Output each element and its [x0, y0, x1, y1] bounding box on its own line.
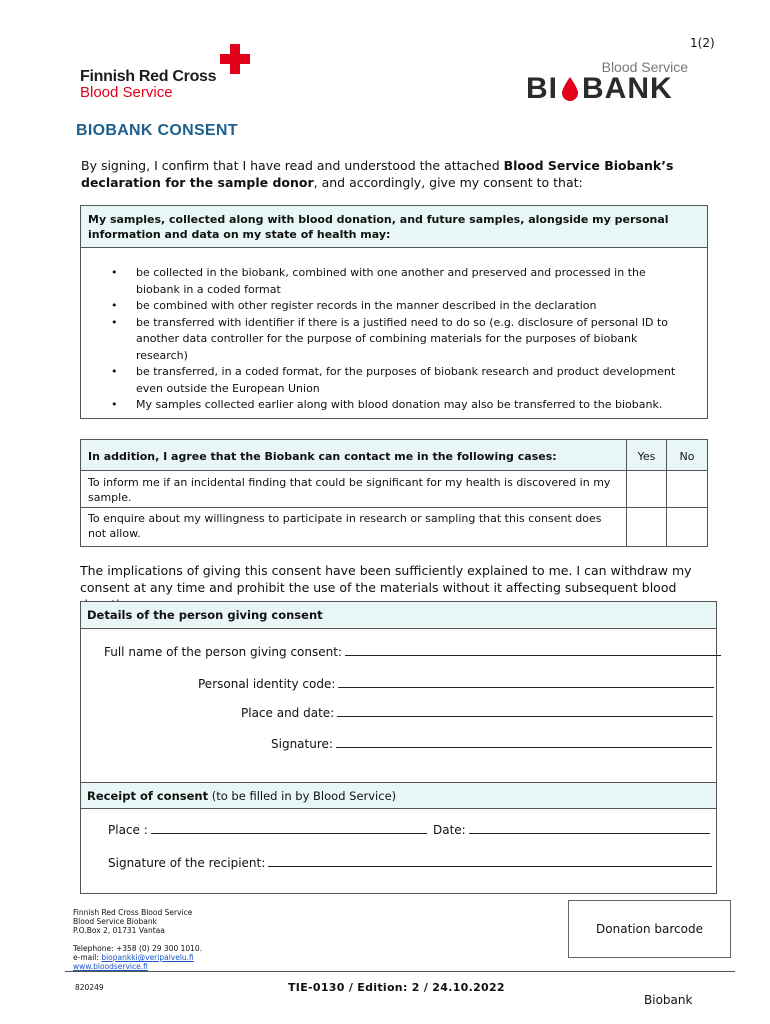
- contact-table-heading: In addition, I agree that the Biobank can contact me in the following cases:: [81, 440, 627, 471]
- full-name-field: [104, 645, 721, 659]
- contact-consent-table: [80, 439, 708, 547]
- research-enquiry-yes-checkbox[interactable]: [627, 508, 667, 546]
- form-edition: TIE-0130 / Edition: 2 / 24.10.2022: [288, 981, 505, 994]
- contact-research-enquiry-text: To enquire about my willingness to participate in research or sampling that this consent does not allow.: [81, 508, 627, 546]
- red-cross-icon: [220, 44, 250, 74]
- receipt-place-field: [108, 823, 427, 837]
- finnish-red-cross-logo: [80, 44, 250, 100]
- incidental-finding-no-checkbox[interactable]: [667, 471, 707, 508]
- footer-email-link[interactable]: biopankki@veripalvelu.fi: [101, 953, 194, 962]
- frc-logo-line2: Blood Service: [80, 84, 173, 101]
- receipt-place-input[interactable]: [151, 824, 427, 834]
- footer-divider: [65, 971, 735, 972]
- footer-telephone: Telephone: +358 (0) 29 300 1010.: [73, 944, 203, 953]
- list-item: • be collected in the biobank, combined with one another and preserved and processed in the biobank in a coded format: [111, 265, 691, 298]
- place-date-input[interactable]: [337, 707, 713, 717]
- receipt-heading-note: (to be filled in by Blood Service): [208, 789, 397, 803]
- contact-incidental-finding-text: To inform me if an incidental finding that could be significant for my health is discovered in my sample.: [81, 471, 627, 508]
- footer-contact: [73, 944, 202, 971]
- personal-id-input[interactable]: [338, 678, 714, 688]
- footer-address: [73, 908, 192, 935]
- footer-org: Finnish Red Cross Blood Service: [73, 908, 193, 917]
- personal-id-label: Personal identity code:: [198, 677, 336, 691]
- footer-email-label: e-mail:: [73, 953, 102, 962]
- receipt-heading: [81, 782, 716, 809]
- biobank-logo-subtitle: Blood Service: [601, 59, 688, 75]
- frc-logo-line1: Finnish Red Cross: [80, 68, 217, 85]
- receipt-date-label: Date:: [433, 823, 466, 837]
- receipt-heading-bold: Receipt of consent: [87, 789, 209, 803]
- implications-paragraph: The implications of giving this consent have been sufficiently explained to me. I can withdraw my consent at any time and prohibit the use of the materials without it affecting subsequent blood: [80, 563, 692, 595]
- receipt-date-input[interactable]: [469, 824, 710, 834]
- blood-drop-icon: [560, 76, 580, 102]
- receipt-date-field: [433, 823, 710, 837]
- page-number: 1(2): [690, 36, 715, 50]
- document-title: BIOBANK CONSENT: [76, 122, 238, 139]
- no-column-header: No: [667, 440, 707, 471]
- biobank-logo-bank: BANK: [582, 72, 673, 105]
- recipient-signature-label: Signature of the recipient:: [108, 856, 266, 870]
- biobank-logo-bi: BI: [526, 72, 558, 105]
- signature-label: Signature:: [271, 737, 333, 751]
- donation-barcode-box: Donation barcode: [568, 900, 731, 958]
- signature-field: [271, 737, 712, 751]
- intro-text-end: , and accordingly, give my consent to that:: [313, 175, 583, 190]
- recipient-signature-input[interactable]: [268, 857, 712, 867]
- samples-consent-box: [80, 205, 708, 419]
- incidental-finding-yes-checkbox[interactable]: [627, 471, 667, 508]
- footer-postal-address: P.O.Box 2, 01731 Vantaa: [73, 926, 165, 935]
- place-date-field: [241, 706, 713, 720]
- recipient-signature-field: [108, 856, 712, 870]
- samples-box-heading: My samples, collected along with blood donation, and future samples, alongside my personal information and data on my state of health may:: [81, 206, 707, 248]
- footer-biobank-label: Biobank: [644, 993, 693, 1007]
- biobank-logo-word: [526, 72, 673, 106]
- full-name-label: Full name of the person giving consent:: [104, 645, 342, 659]
- intro-text-start: By signing, I confirm that I have read and understood the attached: [81, 158, 504, 173]
- signature-input[interactable]: [336, 738, 712, 748]
- yes-column-header: Yes: [627, 440, 667, 471]
- research-enquiry-no-checkbox[interactable]: [667, 508, 707, 546]
- biobank-logo: [526, 58, 696, 106]
- full-name-input[interactable]: [345, 646, 721, 656]
- samples-consent-list: [111, 265, 691, 414]
- intro-text-bold: Blood Service Biobank’s declaration for the sample donor: [81, 158, 674, 190]
- footer-website-link[interactable]: www.bloodservice.fi: [73, 962, 148, 971]
- receipt-place-label: Place :: [108, 823, 148, 837]
- form-code-number: 820249: [75, 983, 104, 992]
- list-item: • My samples collected earlier along with blood donation may also be transferred to the biobank.: [111, 397, 691, 414]
- intro-paragraph: [81, 157, 711, 191]
- consent-details-box: [80, 601, 717, 894]
- personal-id-field: [198, 677, 714, 691]
- footer-unit: Blood Service Biobank: [73, 917, 157, 926]
- details-heading: Details of the person giving consent: [81, 602, 716, 629]
- list-item: • be transferred with identifier if there is a justified need to do so (e.g. disclosure of personal ID to another data controller for the purpose of combining materials for the purposes of biobank research): [111, 315, 691, 365]
- list-item: • be combined with other register records in the manner described in the declaration: [111, 298, 691, 315]
- list-item: • be transferred, in a coded format, for the purposes of biobank research and product development even outside the European Union: [111, 364, 691, 397]
- place-date-label: Place and date:: [241, 706, 335, 720]
